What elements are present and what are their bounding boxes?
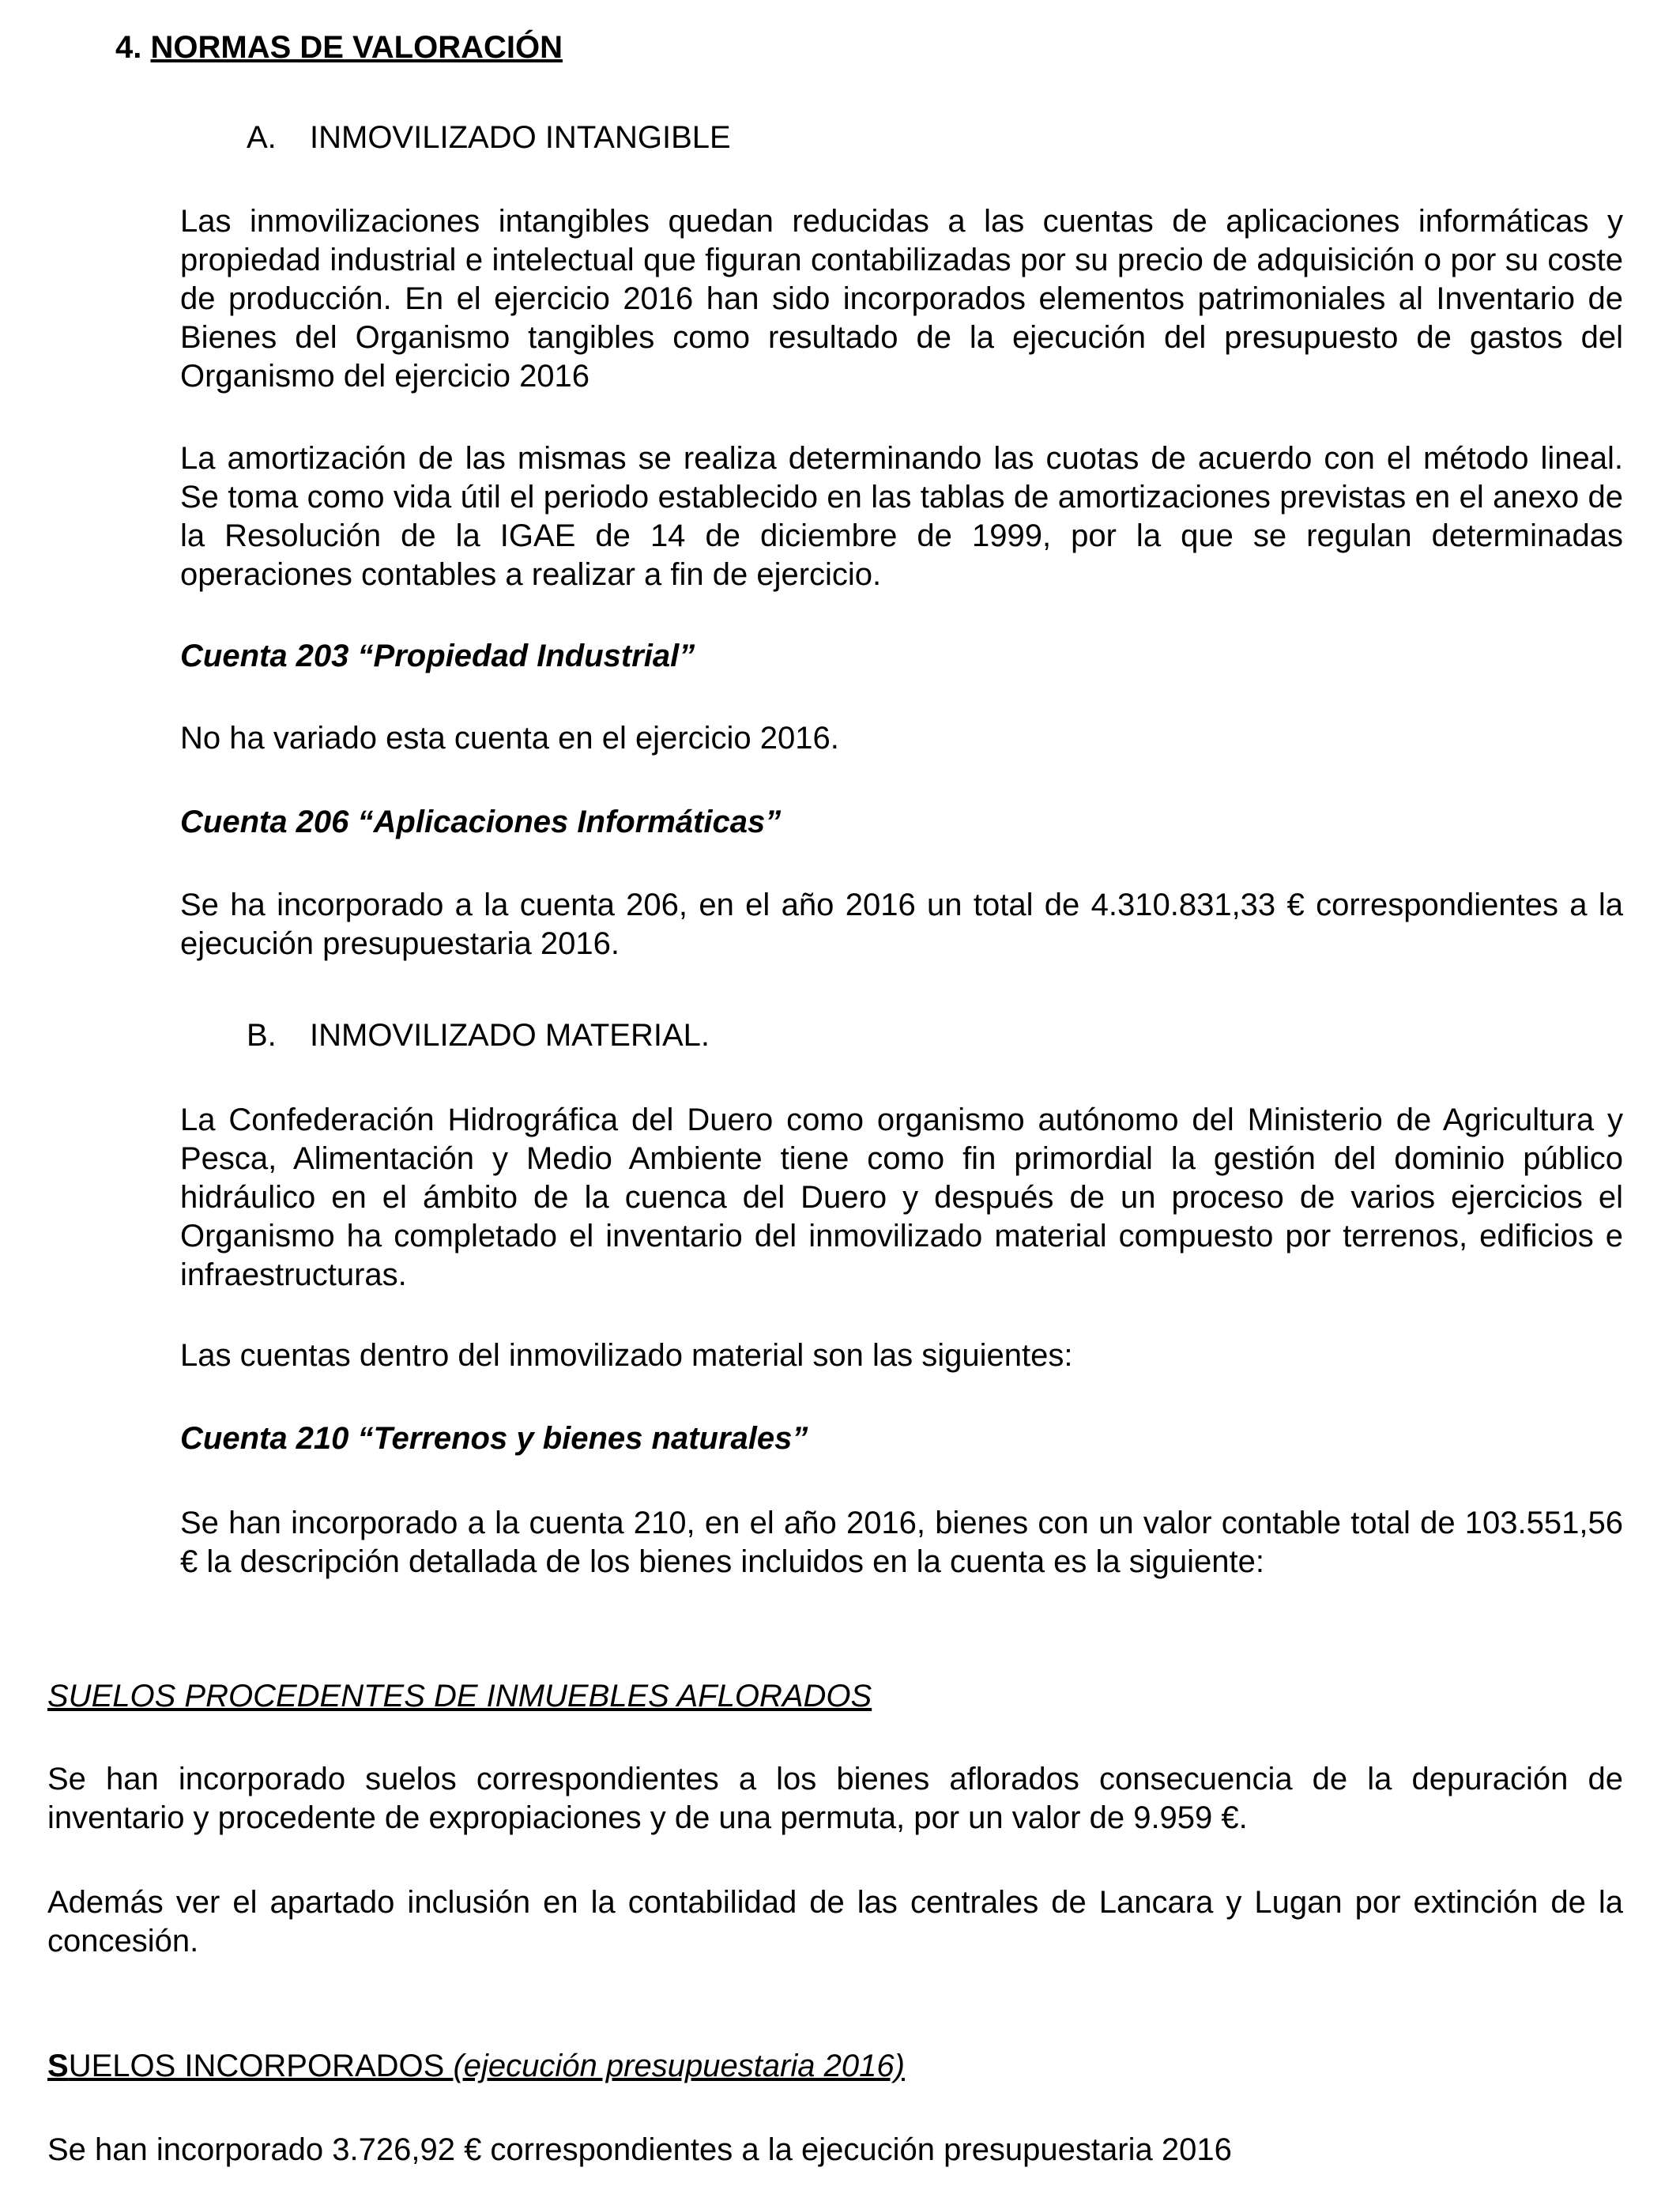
account-210-title: Cuenta 210 “Terrenos y bienes naturales” xyxy=(180,1421,808,1456)
subsection-b-heading xyxy=(247,1016,710,1055)
section-title-text: NORMAS DE VALORACIÓN xyxy=(150,30,563,65)
suelos-incorporados-heading-main: UELOS INCORPORADOS xyxy=(68,2049,454,2083)
material-paragraph-2: Las cuentas dentro del inmovilizado material son las siguientes: xyxy=(180,1338,1073,1373)
account-210-text: Se han incorporado a la cuenta 210, en el año 2016, bienes con un valor contable total de 103.551,56 € la descripción detallada de los bienes incluidos en la cuenta es la siguiente: xyxy=(180,1506,1623,1579)
intangible-paragraph-2: La amortización de las mismas se realiza determinando las cuotas de acuerdo con el método lineal. Se toma como vida útil el periodo establecido en las tablas de amortizaciones previstas en el anexo de la Resolución de la IGAE de 14 de diciembre de 1999, por la que se regulan determinadas operaciones contables a realizar a fin de ejercicio. xyxy=(180,441,1623,592)
suelos-aflorados-paragraph-1: Se han incorporado suelos correspondientes a los bienes aflorados consecuencia de la depuración de inventario y procedente de expropiaciones y de una permuta, por un valor de 9.959 €. xyxy=(47,1762,1623,1835)
suelos-incorporados-heading xyxy=(47,2047,1623,2086)
material-paragraph-1: La Confederación Hidrográfica del Duero como organismo autónomo del Ministerio de Agricultura y Pesca, Alimentación y Medio Ambiente tiene como fin primordial la gestión del dominio público hidráulico en el ámbito de la cuenca del Duero y después de un proceso de varios ejercicios el Organismo ha completado el inventario del inmovilizado material compuesto por terrenos, edificios e infraestructuras. xyxy=(180,1103,1623,1292)
account-206-title: Cuenta 206 “Aplicaciones Informáticas” xyxy=(180,805,782,839)
suelos-incorporados-paragraph-1: Se han incorporado 3.726,92 € correspondientes a la ejecución presupuestaria 2016 xyxy=(47,2132,1232,2167)
account-206-text: Se ha incorporado a la cuenta 206, en el año 2016 un total de 4.310.831,33 € correspondientes a la ejecución presupuestaria 2016. xyxy=(180,888,1623,961)
subsection-b-title: INMOVILIZADO MATERIAL. xyxy=(310,1018,710,1053)
account-203-text: No ha variado esta cuenta en el ejercicio 2016. xyxy=(180,721,839,756)
suelos-aflorados-paragraph-2: Además ver el apartado inclusión en la contabilidad de las centrales de Lancara y Lugan por extinción de la concesión. xyxy=(47,1885,1623,1958)
subsection-a-heading xyxy=(247,119,731,157)
intangible-paragraph-1: Las inmovilizaciones intangibles quedan reducidas a las cuentas de aplicaciones informáticas y propiedad industrial e intelectual que figuran contabilizadas por su precio de adquisición o por su coste de producción. En el ejercicio 2016 han sido incorporados elementos patrimoniales al Inventario de Bienes del Organismo tangibles como resultado de la ejecución del presupuesto de gastos del Organismo del ejercicio 2016 xyxy=(180,204,1623,394)
suelos-aflorados-heading: SUELOS PROCEDENTES DE INMUEBLES AFLORADOS xyxy=(47,1679,872,1713)
account-203-title: Cuenta 203 “Propiedad Industrial” xyxy=(180,639,695,673)
suelos-incorporados-heading-initial: S xyxy=(47,2049,69,2083)
suelos-incorporados-heading-paren: (ejecución presupuestaria 2016) xyxy=(453,2049,905,2083)
subsection-a-letter: A. xyxy=(247,120,277,155)
section-title xyxy=(115,28,563,67)
subsection-a-title: INMOVILIZADO INTANGIBLE xyxy=(310,120,731,155)
section-number: 4. xyxy=(115,30,142,65)
subsection-b-letter: B. xyxy=(247,1018,277,1053)
